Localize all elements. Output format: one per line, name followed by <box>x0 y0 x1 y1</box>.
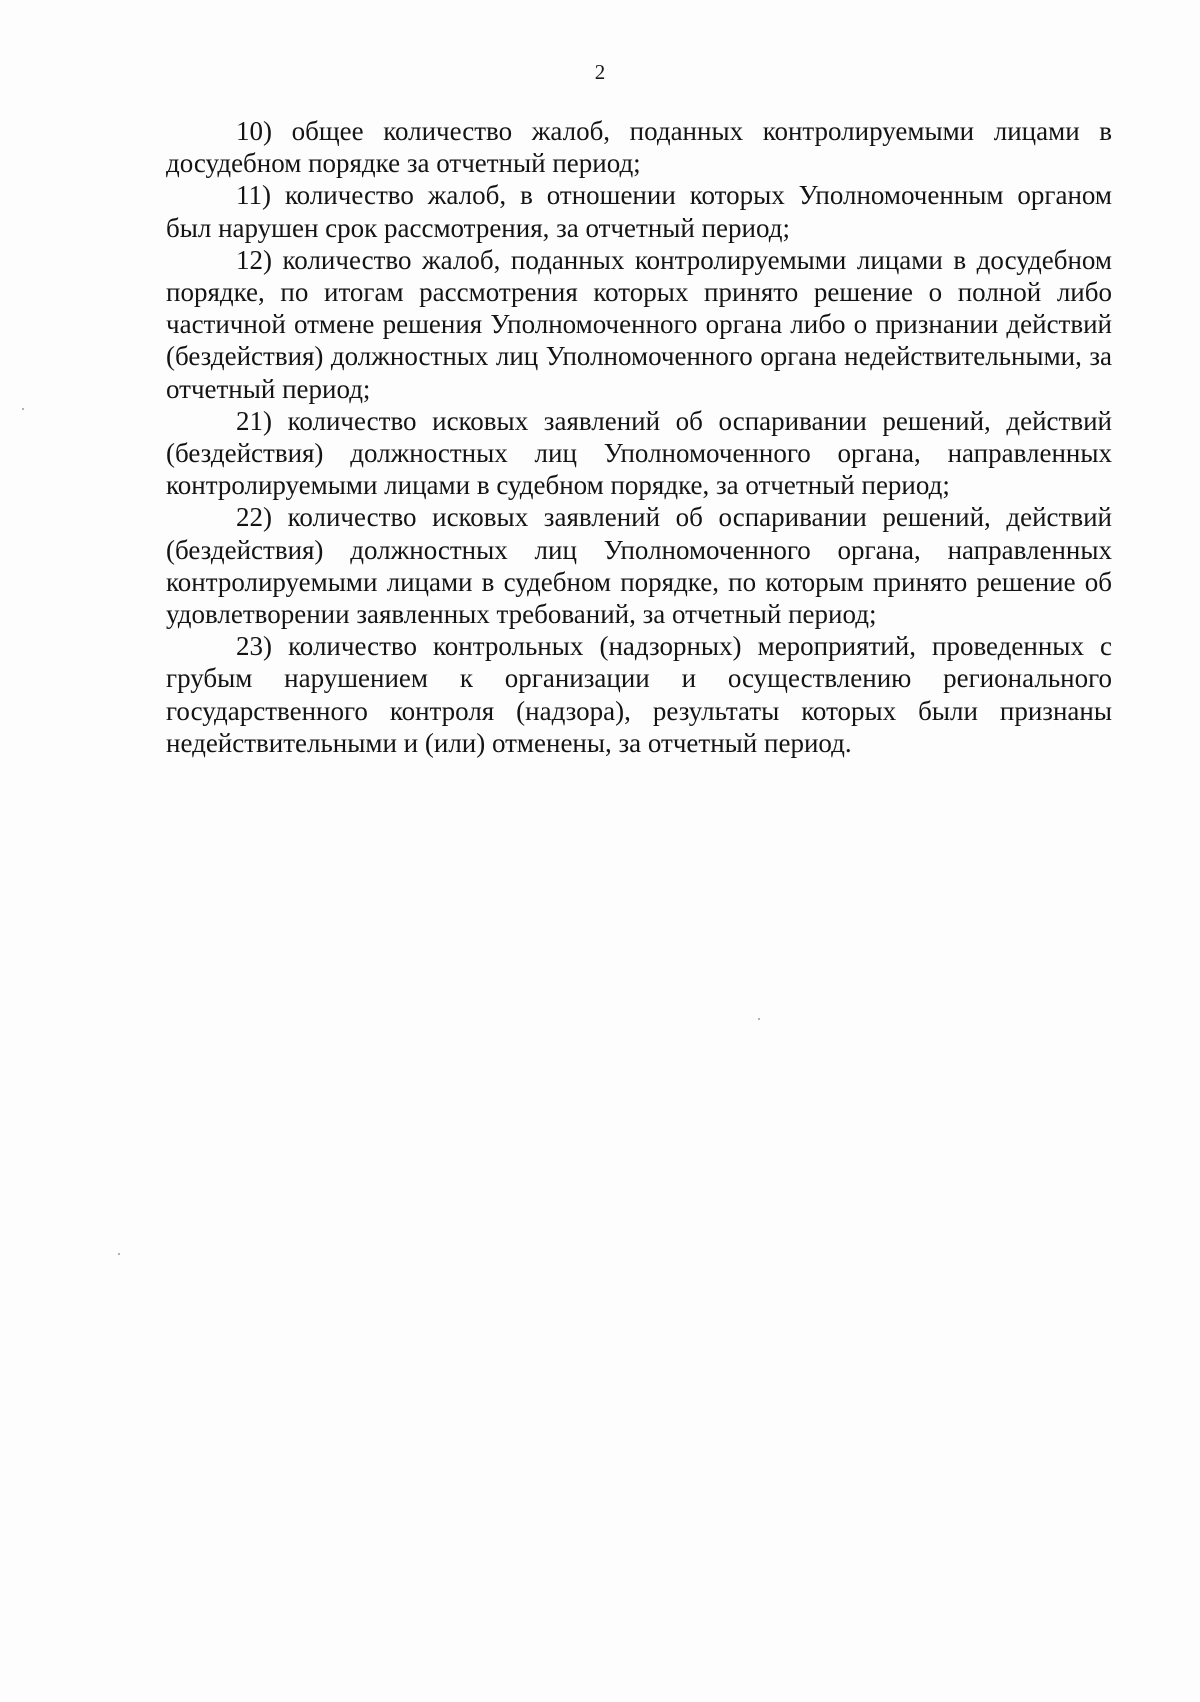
paragraph-item-11: 11) количество жалоб, в отношении которых Уполномоченным органом был нарушен срок рассмотрения, за отчетный период; <box>166 180 1112 243</box>
scan-speck <box>758 1018 760 1020</box>
scan-speck <box>22 408 24 410</box>
document-body <box>166 115 1112 759</box>
paragraph-item-23: 23) количество контрольных (надзорных) мероприятий, проведенных с грубым нарушением к организации и осуществлению регионального государственного контроля (надзора), результаты которых были признаны недействительными и (или) отменены, за отчетный период. <box>166 631 1112 758</box>
paragraph-item-10: 10) общее количество жалоб, поданных контролируемыми лицами в досудебном порядке за отчетный период; <box>166 116 1112 179</box>
page-number: 2 <box>594 60 606 84</box>
paragraph-item-21: 21) количество исковых заявлений об оспаривании решений, действий (бездействия) должностных лиц Уполномоченного органа, направленных контролируемыми лицами в судебном порядке, за отчетный период; <box>166 405 1112 501</box>
paragraph-item-22: 22) количество исковых заявлений об оспаривании решений, действий (бездействия) должностных лиц Уполномоченного органа, направленных контролируемыми лицами в судебном порядке, по которым принято решение об удовлетворении заявленных требований, за отчетный период; <box>166 502 1112 630</box>
scan-speck <box>118 1253 120 1255</box>
paragraph-item-12: 12) количество жалоб, поданных контролируемыми лицами в досудебном порядке, по итогам рассмотрения которых принято решение о полной либо частичной отмене решения Уполномоченного органа либо о признании действий (бездействия) должностных лиц Уполномоченного органа недействительными, за отчетный период; <box>166 244 1112 404</box>
